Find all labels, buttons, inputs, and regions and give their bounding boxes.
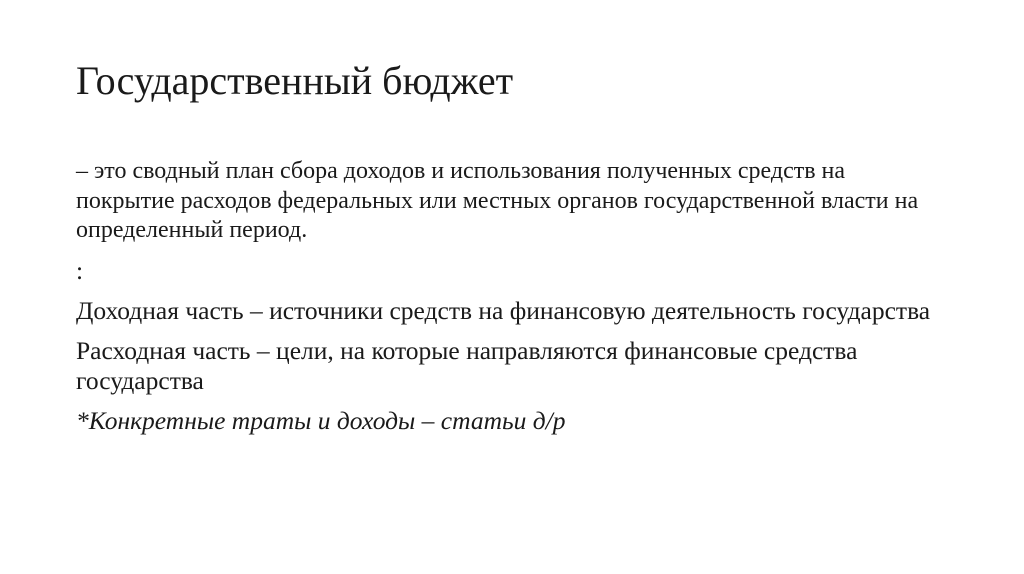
- income-part-text: Доходная часть – источники средств на финансовую деятельность государства: [76, 295, 931, 325]
- definition-text: – это сводный план сбора доходов и использования полученных средств на покрытие расходов федеральных или местных органов государственной власти на определенный период.: [76, 158, 919, 243]
- expense-part-text: Расходная часть – цели, на которые направляются финансовые средства государства: [76, 335, 858, 395]
- colon-line: :: [76, 255, 84, 285]
- slide-title: Государственный бюджет: [76, 58, 514, 103]
- slide-body: [76, 157, 976, 436]
- note-text: *Конкретные траты и доходы – статьи д/р: [76, 405, 566, 435]
